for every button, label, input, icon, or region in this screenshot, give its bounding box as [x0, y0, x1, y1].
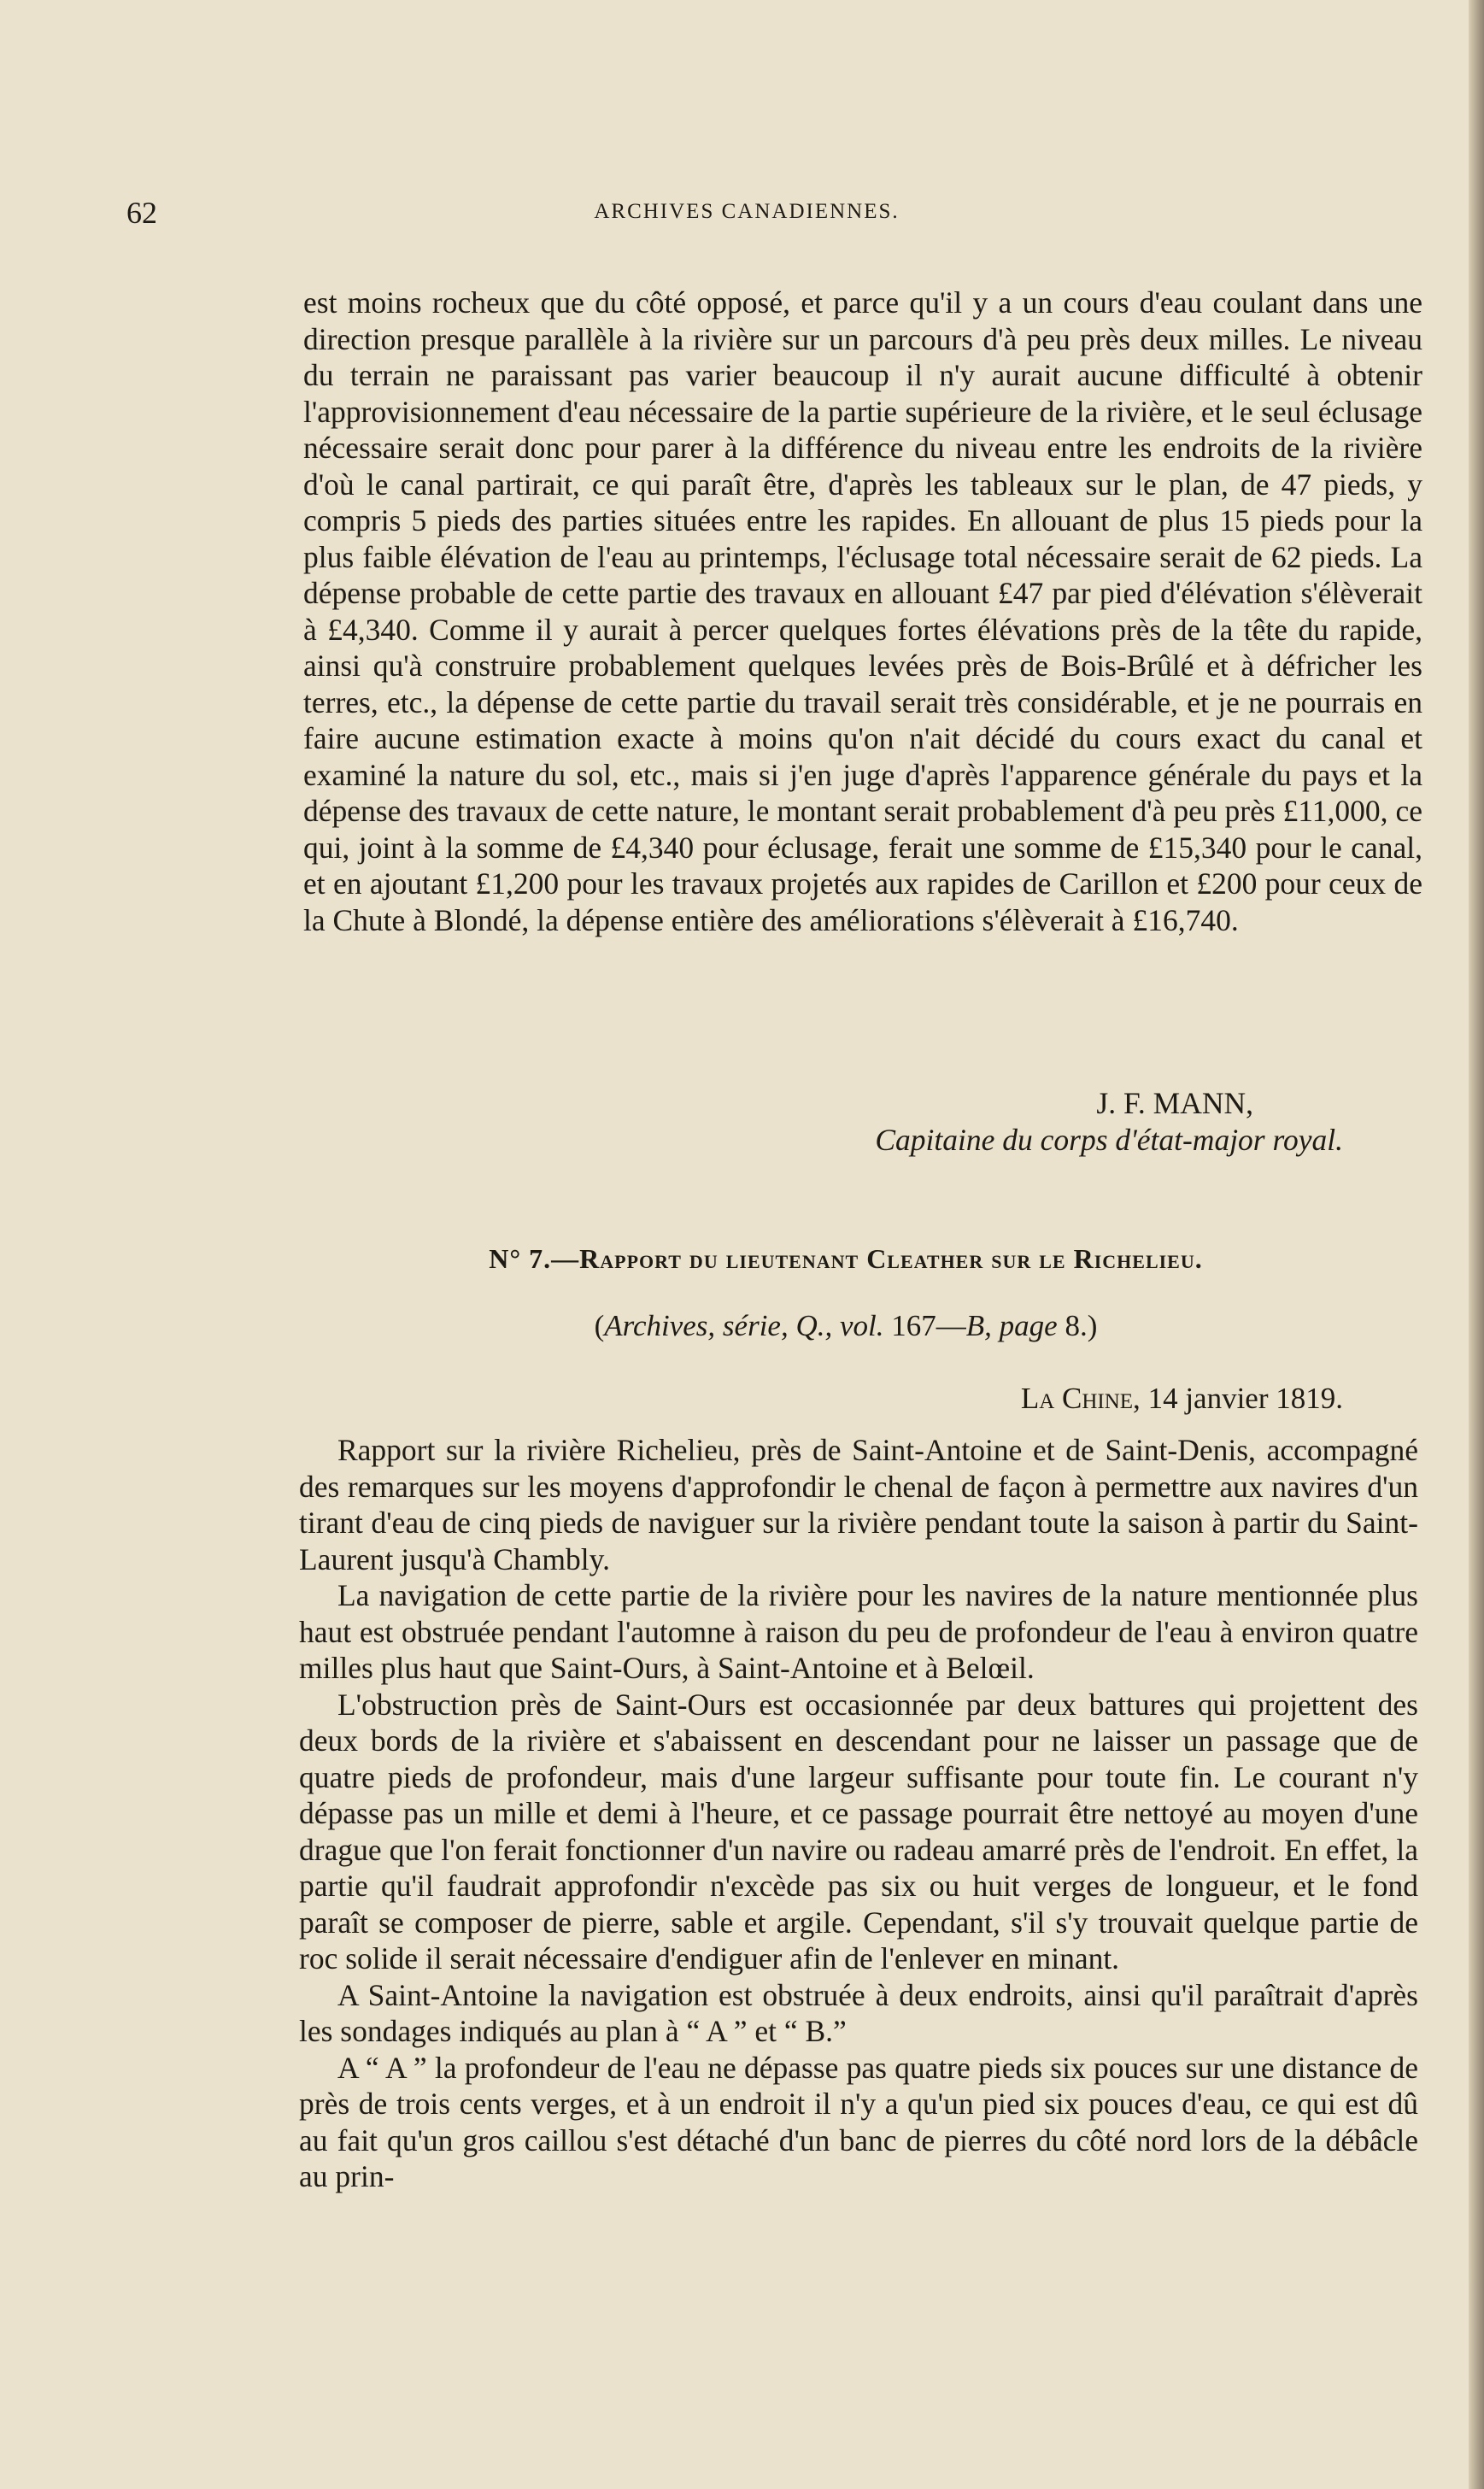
body-paragraph: L'obstruction près de Saint-Ours est occasionnée par deux battures qui projettent des deux bords de la rivière et s'abaissent en descendant pour ne laisser un passage que de quatre pieds de profondeur, mais d'une largeur suffisante pour toute fin. Le courant n'y dépasse pas un mille et demi à l'heure, et ce passage pourrait être nettoyé au moyen d'une drague que l'on ferait fonctionner d'un navire ou radeau amarré près de l'endroit. En effet, la partie qu'il faudrait approfondir n'excède pas six ou huit verges de longueur, et le fond paraît se composer de pierre, sable et argile. Cependant, s'il s'y trouvait quelque partie de roc solide il serait nécessaire d'endiguer afin de l'enlever en minant.	[299, 1687, 1418, 1975]
body-paragraph: A Saint-Antoine la navigation est obstruée à deux endroits, ainsi qu'il paraîtrait d'après les sondages indiqués au plan à “ A ” et “ B.”	[299, 1977, 1418, 2048]
source-page: 8.)	[1057, 1309, 1098, 1342]
page-number: 62	[126, 196, 157, 230]
signature-title: Capitaine du corps d'état-major royal.	[875, 1123, 1343, 1157]
continued-paragraph	[303, 285, 1422, 938]
source-archives: Archives, série, Q., vol.	[604, 1309, 884, 1342]
source-note	[282, 1309, 1410, 1343]
source-b: B,	[965, 1309, 992, 1342]
running-title: ARCHIVES CANADIENNES.	[594, 200, 900, 223]
dateline-place: La Chine,	[1020, 1382, 1141, 1415]
source-volume: 167—	[883, 1309, 966, 1342]
dateline	[1021, 1382, 1343, 1416]
report-body	[299, 1432, 1418, 2195]
body-paragraph: La navigation de cette partie de la rivière pour les navires de la nature mentionnée plus haut est obstruée pendant l'automne à raison du peu de profondeur de l'eau à environ quatre milles plus haut que Saint-Ours, à Saint-Antoine et à Belœil.	[299, 1578, 1418, 1685]
running-head	[126, 195, 1367, 229]
source-page-label: page	[991, 1309, 1058, 1342]
body-paragraph: A “ A ” la profondeur de l'eau ne dépasse pas quatre pieds six pouces sur une distance de près de trois cents verges, et à un endroit il n'y a qu'un pied six pouces d'eau, ce qui est dû au fait qu'un gros caillou s'est détaché d'un banc de pierres du côté nord lors de la débâcle au prin-	[299, 2050, 1418, 2193]
body-paragraph: Rapport sur la rivière Richelieu, près de Saint-Antoine et de Saint-Denis, accompagné des remarques sur les moyens d'approfondir le chenal de façon à permettre aux navires d'un tirant d'eau de cinq pieds de naviguer sur la rivière pendant toute la saison à partir du Saint-Laurent jusqu'à Chambly.	[299, 1433, 1418, 1576]
signature-name: J. F. MANN,	[1096, 1086, 1253, 1120]
dateline-date: 14 janvier 1819.	[1140, 1382, 1343, 1415]
section-heading: N° 7.—Rapport du lieutenant Cleather sur le Richelieu.	[489, 1243, 1203, 1274]
source-open: (	[594, 1309, 605, 1342]
page-edge-shadow	[1469, 0, 1484, 2489]
paragraph-text: est moins rocheux que du côté opposé, et parce qu'il y a un cours d'eau coulant dans une direction presque parallèle à la rivière sur un parcours d'à peu près deux milles. Le niveau du terrain ne paraissant pas varier beaucoup il n'y aurait aucune difficulté à obtenir l'approvisionnement d'eau nécessaire de la partie supérieure de la rivière, et le seul éclusage nécessaire serait donc pour parer à la différence du niveau entre les endroits de la rivière d'où le canal partirait, ce qui paraît être, d'après les tableaux sur le plan, de 47 pieds, y compris 5 pieds des parties situées entre les rapides. En allouant de plus 15 pieds pour la plus faible élévation de l'eau au printemps, l'éclusage total nécessaire serait de 62 pieds. La dépense probable de cette partie des travaux en allouant £47 par pied d'élévation s'élèverait à £4,340. Comme il y aurait à percer quelques fortes élévations près de la tête du rapide, ainsi qu'à construire probablement quelques levées près de Bois-Brûlé et à défricher les terres, etc., la dépense de cette partie du travail serait très considérable, et je ne pourrais en faire aucune estimation exacte à moins qu'on n'ait décidé du cours exact du canal et examiné la nature du sol, etc., mais si j'en juge d'après l'apparence générale du pays et la dépense des travaux de cette nature, le montant serait probablement d'à peu près £11,000, ce qui, joint à la somme de £4,340 pour éclusage, ferait une somme de £15,340 pour le canal, et en ajoutant £1,200 pour les travaux projetés aux rapides de Carillon et £200 pour ceux de la Chute à Blondé, la dépense entière des améliorations s'élèverait à £16,740.	[303, 285, 1422, 937]
